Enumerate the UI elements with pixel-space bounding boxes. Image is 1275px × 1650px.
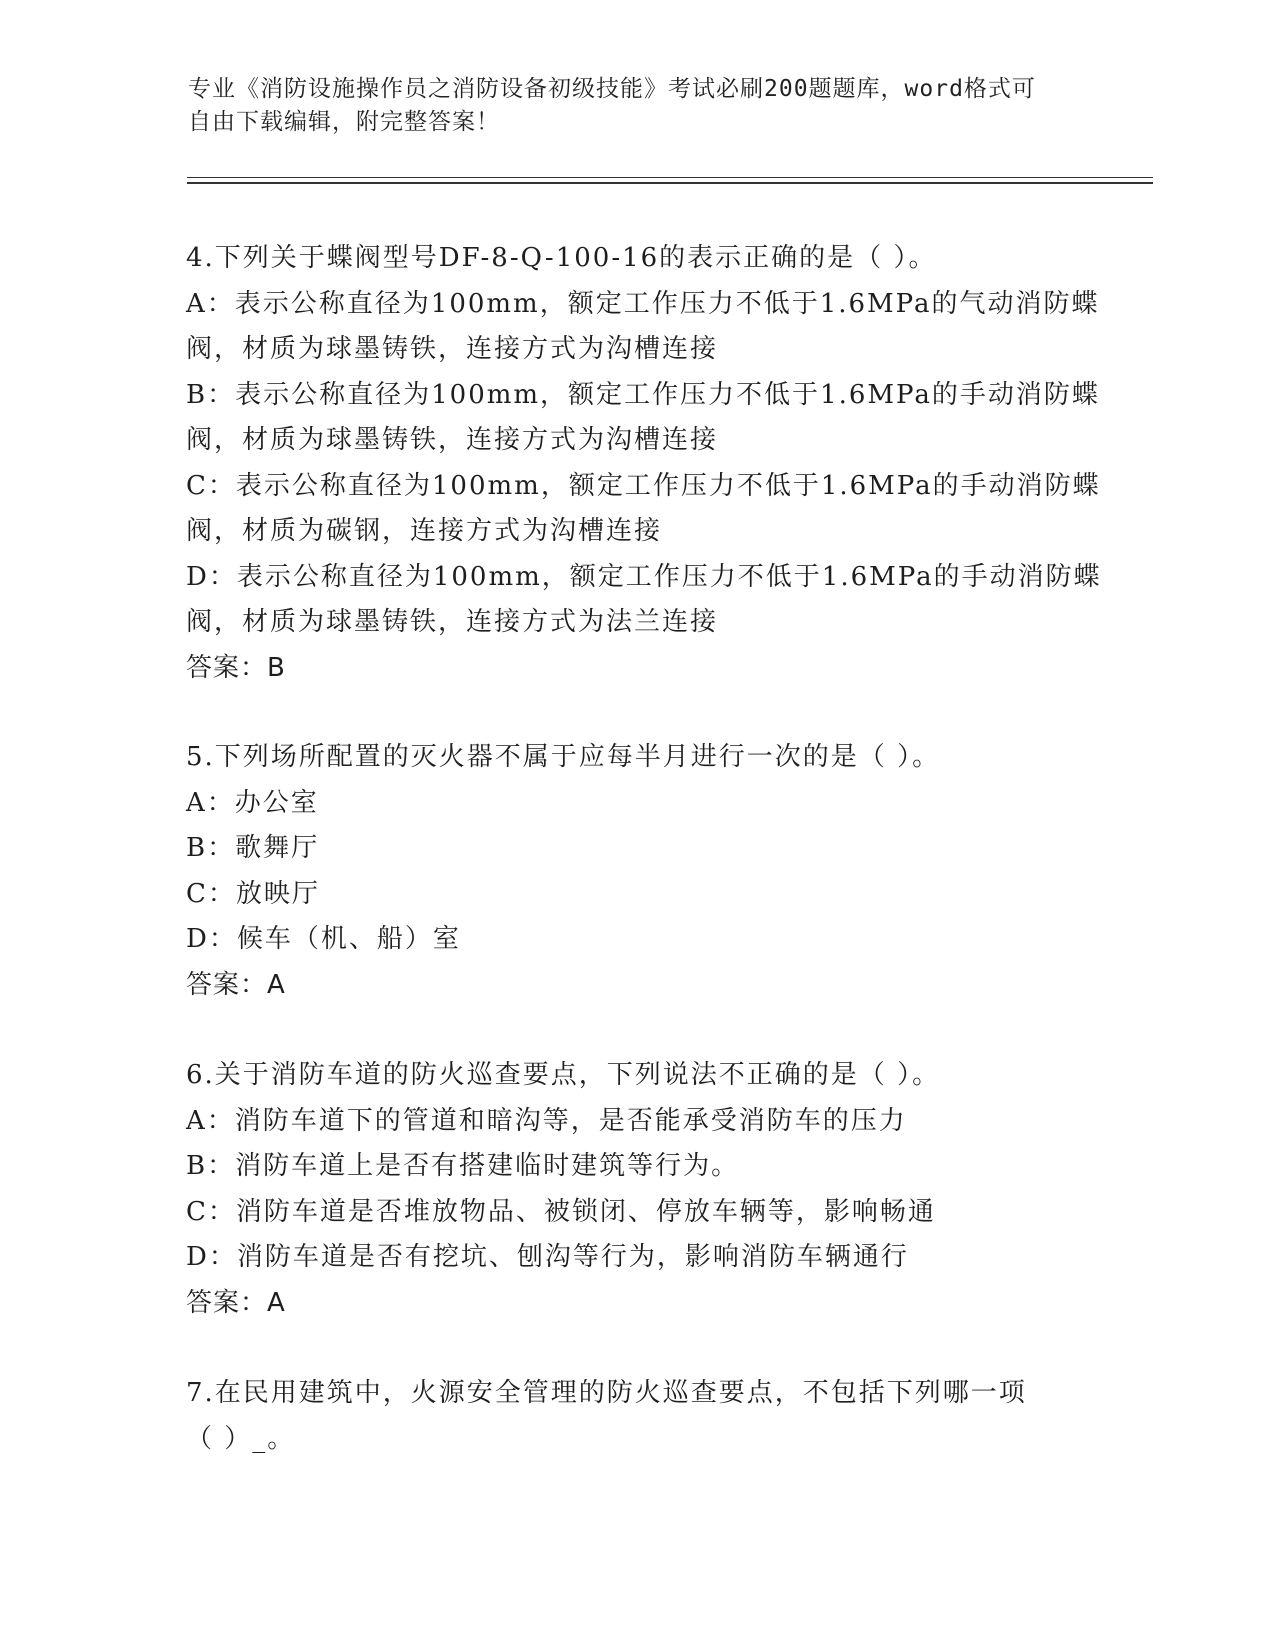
header-title-line-2: 自由下载编辑，附完整答案！ <box>188 109 500 135</box>
question-6 <box>186 1053 1086 1326</box>
question-stem-line-1: 7.在民用建筑中，火源安全管理的防火巡查要点，不包括下列哪一项 <box>186 1378 1027 1408</box>
option-c: C：放映厅 <box>186 878 320 909</box>
document-header <box>188 73 1088 139</box>
option-a: A：消防车道下的管道和暗沟等，是否能承受消防车的压力 <box>186 1105 907 1136</box>
option-a-line-2: 阀，材质为球墨铸铁，连接方式为沟槽连接 <box>186 334 719 364</box>
option-b: B：歌舞厅 <box>186 833 320 863</box>
option-d: D：候车（机、船）室 <box>186 924 461 954</box>
option-d-line-2: 阀，材质为球墨铸铁，连接方式为法兰连接 <box>186 607 719 637</box>
option-c: C：消防车道是否堆放物品、被锁闭、停放车辆等，影响畅通 <box>186 1196 936 1227</box>
question-stem: 4.下列关于蝶阀型号DF-8-Q-100-16的表示正确的是（ ）。 <box>186 243 937 273</box>
header-divider-thick <box>187 182 1153 184</box>
option-c-line-1: C：表示公称直径为100mm，额定工作压力不低于1.6MPa的手动消防蝶 <box>186 470 1101 501</box>
option-b: B：消防车道上是否有搭建临时建筑等行为。 <box>186 1151 740 1181</box>
option-a: A：办公室 <box>186 787 319 818</box>
question-stem: 6.关于消防车道的防火巡查要点，下列说法不正确的是（ ）。 <box>186 1060 941 1090</box>
option-d-line-1: D：表示公称直径为100mm，额定工作压力不低于1.6MPa的手动消防蝶 <box>186 561 1102 592</box>
question-5 <box>186 735 1086 1008</box>
option-c-line-2: 阀，材质为碳钢，连接方式为沟槽连接 <box>186 516 663 546</box>
answer-label: 答案：B <box>186 652 286 683</box>
question-7 <box>186 1371 1086 1462</box>
option-b-line-2: 阀，材质为球墨铸铁，连接方式为沟槽连接 <box>186 425 719 455</box>
option-d: D：消防车道是否有挖坑、刨沟等行为，影响消防车辆通行 <box>186 1242 909 1272</box>
question-stem-line-2: （ ）_。 <box>186 1423 296 1454</box>
question-stem: 5.下列场所配置的灭火器不属于应每半月进行一次的是（ ）。 <box>186 742 941 772</box>
answer-label: 答案：A <box>186 969 286 1000</box>
answer-label: 答案：A <box>186 1287 286 1318</box>
header-divider-thin <box>187 177 1153 178</box>
question-4 <box>186 236 1102 691</box>
option-a-line-1: A：表示公称直径为100mm，额定工作压力不低于1.6MPa的气动消防蝶 <box>186 288 1100 319</box>
header-title-line-1: 专业《消防设施操作员之消防设备初级技能》考试必刷200题题库，word格式可 <box>188 76 1036 102</box>
option-b-line-1: B：表示公称直径为100mm，额定工作压力不低于1.6MPa的手动消防蝶 <box>186 379 1100 410</box>
